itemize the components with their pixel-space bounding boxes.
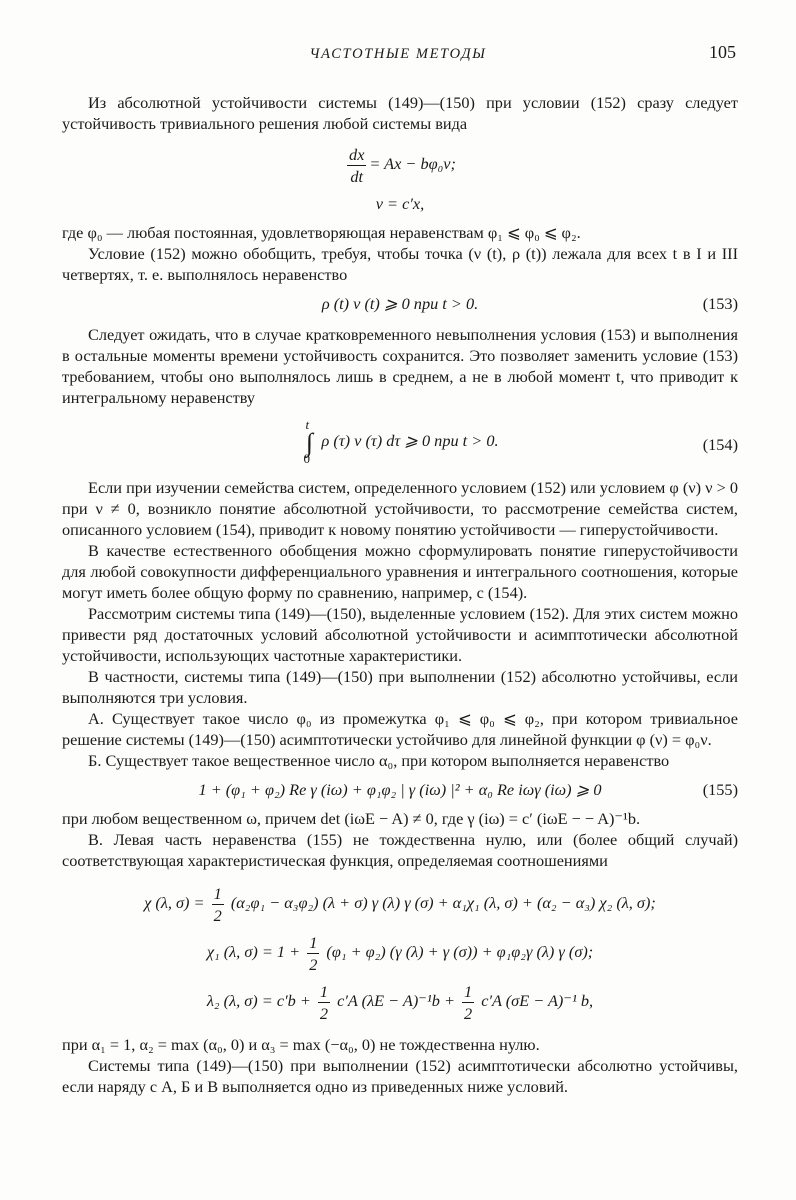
chi1-rhs: (φ₁ + φ₂) (γ (λ) + γ (σ)) + φ₁φ₂γ (λ) γ (σ); — [326, 942, 594, 961]
half-fraction — [307, 932, 319, 975]
paragraph-7: Рассмотрим системы типа (149)—(150), выделенные условием (152). Для этих систем можно привести ряд достаточных условий абсолютной устойчивости и асимптотически абсолютной устойчивости, использующих частотные характеристики. — [62, 603, 738, 665]
paragraph-8: В частности, системы типа (149)—(150) при выполнении (152) абсолютно устойчивы, если выполняются три условия. — [62, 666, 738, 707]
fraction-denominator: 2 — [213, 905, 222, 925]
integral-sign: ∫ t 0 — [301, 432, 317, 453]
integral-lower-limit: 0 — [303, 450, 310, 466]
lambda2-lhs: λ₂ (λ, σ) = c′b + — [206, 991, 311, 1010]
equation-153-number: (153) — [702, 294, 738, 313]
equation-155-body: 1 + (φ₁ + φ₂) Re γ (iω) + φ₁φ₂ | γ (iω) |² + α₀ Re iωγ (iω) ⩾ 0 — [198, 779, 602, 799]
chi-lhs: χ (λ, σ) = — [144, 893, 205, 912]
equation-system-line2: ν = c′x, — [375, 194, 425, 213]
integral-upper-limit: t — [305, 416, 310, 432]
paragraph-13: при α₁ = 1, α₂ = max (α₀, 0) и α₃ = max (−α₀, 0) не тождественна нулю. — [62, 1034, 540, 1054]
equation-155 — [62, 779, 738, 800]
fraction-denominator: 2 — [464, 1003, 473, 1023]
paragraph-1: Из абсолютной устойчивости системы (149)—(150) при условии (152) сразу следует устойчивость тривиального решения любой системы вида — [62, 93, 738, 133]
fraction-denominator: dt — [350, 167, 364, 186]
fraction-numerator: 1 — [319, 981, 329, 1001]
running-title: ЧАСТОТНЫЕ МЕТОДЫ — [309, 46, 487, 62]
chi-rhs: (α₂φ₁ − α₃φ₂) (λ + σ) γ (λ) γ (σ) + α₁χ₁ (λ, σ) + (α₂ − α₃) χ₂ (λ, σ); — [230, 893, 656, 912]
lambda2-rhs: c′A (σE − A)⁻¹ b, — [481, 991, 594, 1010]
paragraph-4: Следует ожидать, что в случае кратковременного невыполнения условия (153) и выполнения в остальные моменты времени устойчивость сохранится. Это позволяет заменить условие (153) требованием, чтобы оно выполнялось лишь в среднем, а не в любой момент t, что приводит к интегральному неравенству — [62, 325, 738, 407]
equation-154-body: ρ (τ) ν (τ) dτ ⩾ 0 при t > 0. — [321, 431, 499, 450]
lambda2-mid: c′A (λE − A)⁻¹b + — [337, 991, 455, 1010]
equation-lambda2 — [62, 981, 738, 1024]
paragraph-10: Б. Существует такое вещественное число α₀, при котором выполняется неравенство — [88, 750, 670, 770]
equation-153 — [62, 293, 738, 314]
equation-system-line1 — [62, 144, 738, 187]
half-fraction — [318, 981, 330, 1024]
equation-155-number: (155) — [702, 779, 738, 799]
paragraph-12: В. Левая часть неравенства (155) не тождественна нулю, или (более общий случай) соответствующая характеристическая функция, определяемая соотношениями — [62, 829, 738, 870]
equation-rhs: = Ax − bφ₀ν; — [369, 154, 456, 174]
fraction-denominator: 2 — [319, 1003, 329, 1023]
paragraph-14: Системы типа (149)—(150) при выполнении (152) асимптотически абсолютно устойчивы, если наряду с А, Б и В выполняется одно из приведенных ниже условий. — [62, 1055, 738, 1096]
equation-153-body: ρ (t) ν (t) ⩾ 0 при t > 0. — [321, 294, 479, 313]
chi1-lhs: χ₁ (λ, σ) = 1 + — [206, 942, 301, 961]
equation-chi1 — [62, 932, 738, 975]
paragraph-3: Условие (152) можно обобщить, требуя, чтобы точка (ν (t), ρ (t)) лежала для всех t в I и III четвертях, т. е. выполнялось неравенство — [62, 244, 738, 284]
equation-154 — [62, 416, 738, 466]
paragraph-2: где φ₀ — любая постоянная, удовлетворяющая неравенствам φ₁ ⩽ φ₀ ⩽ φ₂. — [62, 223, 581, 242]
derivative-fraction — [347, 144, 366, 187]
paragraph-11: при любом вещественном ω, причем det (iωE − A) ≠ 0, где γ (iω) = c′ (iωE − − A)⁻¹b. — [62, 808, 641, 828]
fraction-numerator: 1 — [309, 932, 318, 952]
half-fraction — [212, 883, 224, 926]
fraction-numerator: dx — [349, 145, 365, 164]
half-fraction — [462, 981, 474, 1024]
page-body — [62, 92, 738, 1097]
fraction-numerator: 1 — [213, 883, 222, 903]
fraction-numerator: 1 — [464, 981, 473, 1001]
page-header — [0, 44, 796, 68]
paragraph-9: А. Существует такое число φ₀ из промежутка φ₁ ⩽ φ₀ ⩽ φ₂, при котором тривиальное решение системы (149)—(150) асимптотически устойчиво для линейной функции φ (ν) = φ₀ν. — [62, 708, 738, 749]
equation-chi — [62, 883, 738, 926]
paragraph-5: Если при изучении семейства систем, определенного условием (152) или условием φ (ν) ν > 0 при ν ≠ 0, возникло понятие абсолютной устойчивости, то рассмотрение семейства систем, описанного условием (154), приводит к новому понятию устойчивости — гиперустойчивости. — [62, 477, 738, 539]
page-number: 105 — [709, 42, 736, 62]
paragraph-6: В качестве естественного обобщения можно сформулировать понятие гиперустойчивости для любой совокупности дифференциального уравнения и интегрального соотношения, которые могут иметь более общую форму по сравнению, например, с (154). — [62, 540, 738, 602]
equation-154-number: (154) — [702, 435, 738, 454]
fraction-denominator: 2 — [309, 954, 318, 974]
